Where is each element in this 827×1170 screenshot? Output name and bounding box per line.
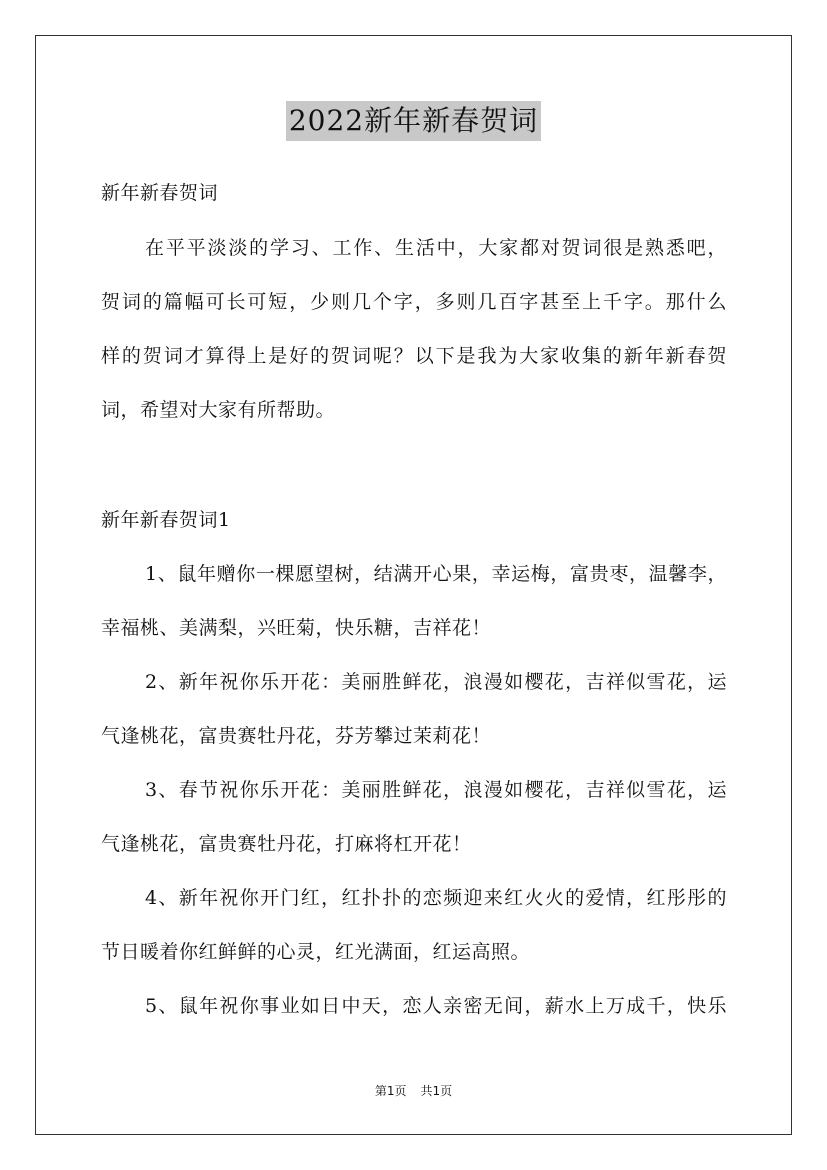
section-heading: 新年新春贺词 [101, 182, 219, 204]
paragraph-line: 词，希望对大家有所帮助。 [101, 399, 336, 421]
page-total: 共1页 [420, 1084, 453, 1098]
paragraph-line: 5、鼠年祝你事业如日中天，恋人亲密无间，薪水上万成千，快乐 [145, 995, 727, 1017]
paragraph-line: 幸福桃、美满梨，兴旺菊，快乐糖，吉祥花！ [101, 617, 492, 639]
page-footer [0, 1083, 827, 1099]
page-number: 第1页 [374, 1084, 407, 1098]
section-heading: 新年新春贺词1 [101, 509, 231, 531]
paragraph-line: 气逢桃花，富贵赛牡丹花，打麻将杠开花！ [101, 833, 472, 855]
paragraph-line: 4、新年祝你开门红，红扑扑的恋频迎来红火火的爱情，红彤彤的 [145, 887, 727, 909]
paragraph-line: 节日暖着你红鲜鲜的心灵，红光满面，红运高照。 [101, 941, 531, 963]
document-title: 2022新年新春贺词 [286, 101, 541, 141]
paragraph-line: 气逢桃花，富贵赛牡丹花，芬芳攀过茉莉花！ [101, 725, 492, 747]
paragraph-line: 在平平淡淡的学习、工作、生活中，大家都对贺词很是熟悉吧， [145, 237, 727, 259]
paragraph-line: 样的贺词才算得上是好的贺词呢？以下是我为大家收集的新年新春贺 [101, 345, 727, 367]
paragraph-line: 2、新年祝你乐开花：美丽胜鲜花，浪漫如樱花，吉祥似雪花，运 [145, 671, 727, 693]
paragraph-line: 贺词的篇幅可长可短，少则几个字，多则几百字甚至上千字。那什么 [101, 291, 727, 313]
paragraph-line: 1、鼠年赠你一棵愿望树，结满开心果，幸运梅，富贵枣，温馨李， [145, 563, 727, 585]
paragraph-line: 3、春节祝你乐开花：美丽胜鲜花，浪漫如樱花，吉祥似雪花，运 [145, 779, 727, 801]
